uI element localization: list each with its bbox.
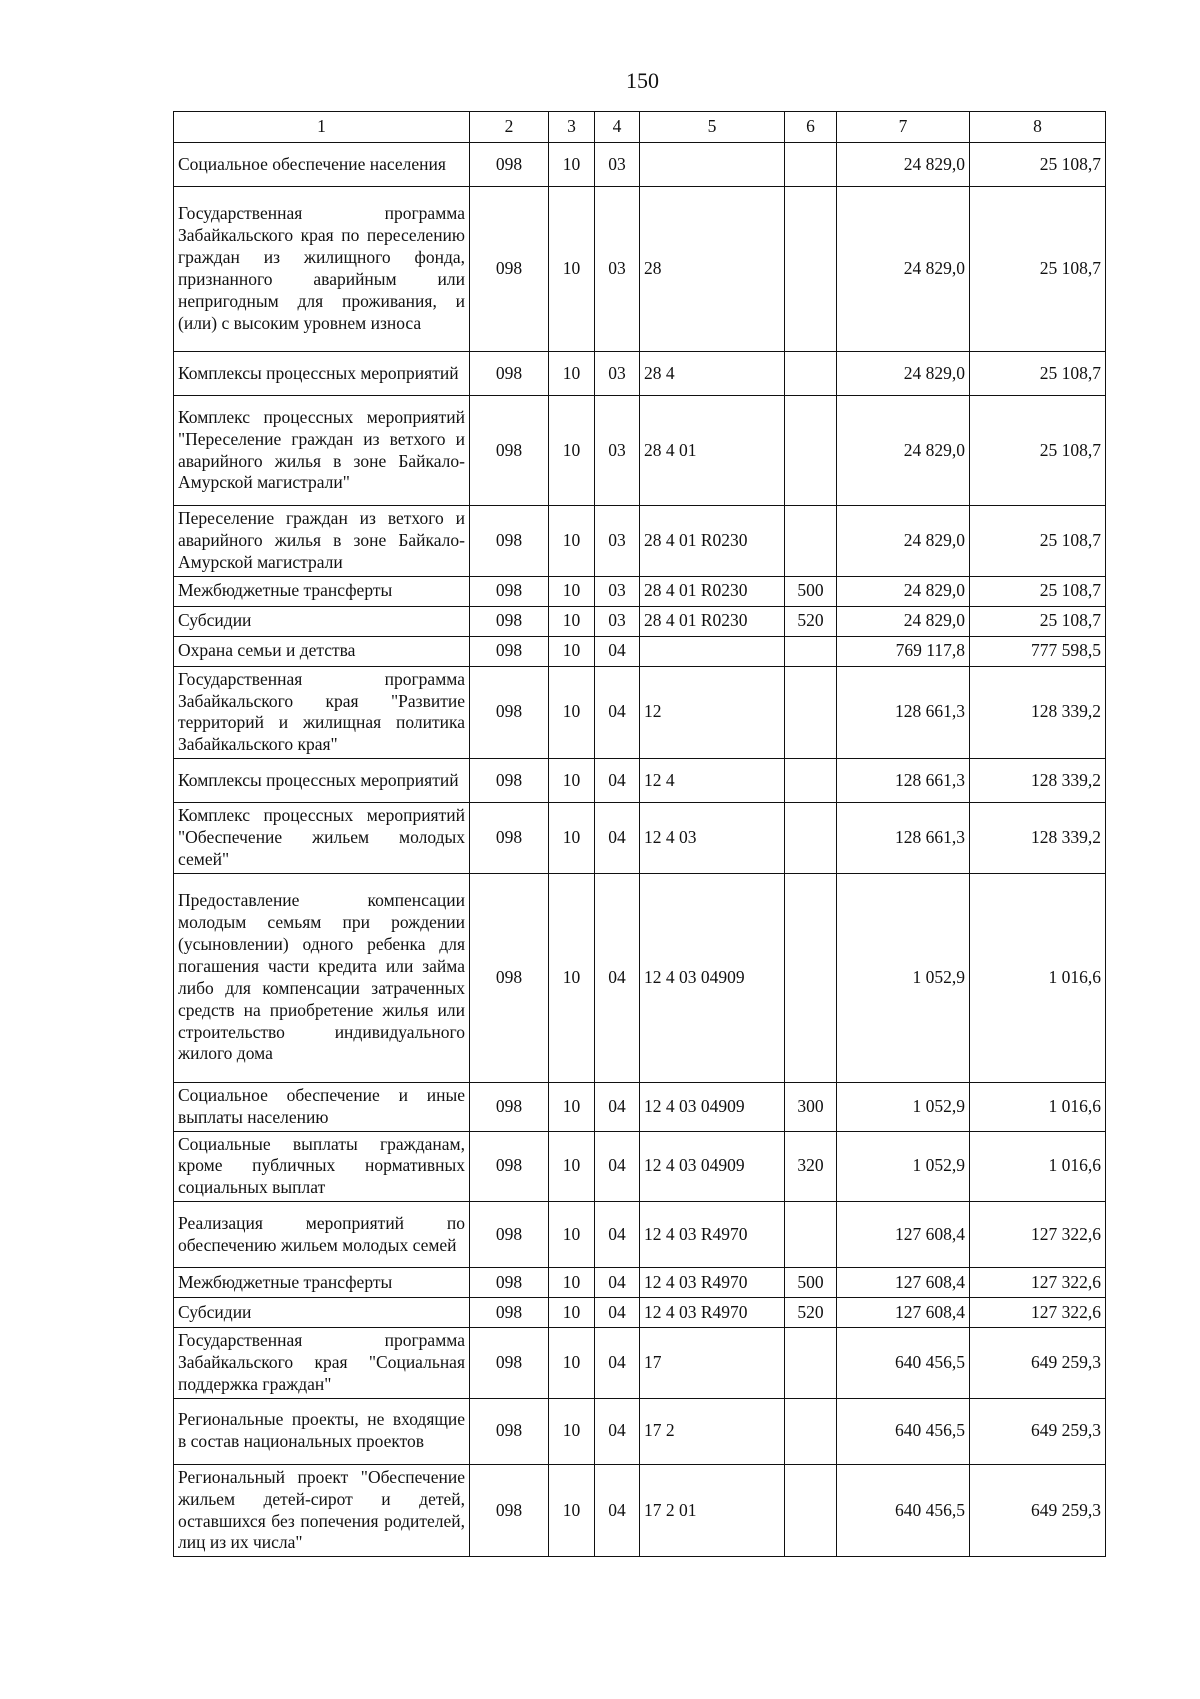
chapter-code: 098 bbox=[470, 576, 549, 606]
amount-year-2: 127 322,6 bbox=[970, 1268, 1106, 1298]
section-code: 10 bbox=[549, 396, 595, 506]
amount-year-2: 25 108,7 bbox=[970, 143, 1106, 187]
amount-year-1: 640 456,5 bbox=[837, 1398, 970, 1464]
subsection-code: 04 bbox=[595, 1298, 640, 1328]
target-article-code: 12 bbox=[640, 666, 785, 759]
target-article-code: 17 bbox=[640, 1328, 785, 1399]
subsection-code: 03 bbox=[595, 576, 640, 606]
row-name: Межбюджетные трансферты bbox=[174, 1268, 470, 1298]
amount-year-1: 1 052,9 bbox=[837, 1131, 970, 1202]
subsection-code: 04 bbox=[595, 803, 640, 874]
expense-type-code bbox=[785, 636, 837, 666]
target-article-code: 28 4 01 R0230 bbox=[640, 606, 785, 636]
table-row bbox=[174, 666, 1106, 759]
target-article-code: 28 bbox=[640, 187, 785, 352]
amount-year-2: 777 598,5 bbox=[970, 636, 1106, 666]
expense-type-code bbox=[785, 759, 837, 803]
section-code: 10 bbox=[549, 1328, 595, 1399]
amount-year-1: 128 661,3 bbox=[837, 759, 970, 803]
target-article-code: 28 4 bbox=[640, 352, 785, 396]
target-article-code: 12 4 03 04909 bbox=[640, 873, 785, 1082]
amount-year-1: 640 456,5 bbox=[837, 1328, 970, 1399]
table-row bbox=[174, 759, 1106, 803]
amount-year-1: 640 456,5 bbox=[837, 1464, 970, 1557]
section-code: 10 bbox=[549, 1268, 595, 1298]
amount-year-2: 128 339,2 bbox=[970, 803, 1106, 874]
table-row bbox=[174, 606, 1106, 636]
chapter-code: 098 bbox=[470, 666, 549, 759]
section-code: 10 bbox=[549, 1398, 595, 1464]
expense-type-code bbox=[785, 873, 837, 1082]
row-name: Комплексы процессных мероприятий bbox=[174, 759, 470, 803]
section-code: 10 bbox=[549, 1464, 595, 1557]
section-code: 10 bbox=[549, 873, 595, 1082]
subsection-code: 04 bbox=[595, 636, 640, 666]
chapter-code: 098 bbox=[470, 396, 549, 506]
subsection-code: 03 bbox=[595, 396, 640, 506]
table-row bbox=[174, 1268, 1106, 1298]
table-row bbox=[174, 636, 1106, 666]
table-row bbox=[174, 1298, 1106, 1328]
amount-year-1: 24 829,0 bbox=[837, 143, 970, 187]
target-article-code: 12 4 bbox=[640, 759, 785, 803]
subsection-code: 04 bbox=[595, 873, 640, 1082]
amount-year-1: 127 608,4 bbox=[837, 1298, 970, 1328]
target-article-code bbox=[640, 636, 785, 666]
table-row bbox=[174, 187, 1106, 352]
target-article-code: 12 4 03 R4970 bbox=[640, 1202, 785, 1268]
subsection-code: 03 bbox=[595, 352, 640, 396]
section-code: 10 bbox=[549, 506, 595, 577]
row-name: Субсидии bbox=[174, 1298, 470, 1328]
table-row bbox=[174, 1328, 1106, 1399]
expense-type-code bbox=[785, 803, 837, 874]
expense-type-code bbox=[785, 1328, 837, 1399]
table-row bbox=[174, 1398, 1106, 1464]
amount-year-1: 127 608,4 bbox=[837, 1268, 970, 1298]
chapter-code: 098 bbox=[470, 873, 549, 1082]
header-row bbox=[174, 112, 1106, 143]
expense-type-code bbox=[785, 1202, 837, 1268]
target-article-code bbox=[640, 143, 785, 187]
amount-year-2: 25 108,7 bbox=[970, 187, 1106, 352]
chapter-code: 098 bbox=[470, 1131, 549, 1202]
header-cell: 3 bbox=[549, 112, 595, 143]
amount-year-1: 24 829,0 bbox=[837, 396, 970, 506]
amount-year-2: 25 108,7 bbox=[970, 506, 1106, 577]
row-name: Реализация мероприятий по обеспечению жильем молодых семей bbox=[174, 1202, 470, 1268]
row-name: Государственная программа Забайкальского края "Социальная поддержка граждан" bbox=[174, 1328, 470, 1399]
amount-year-1: 1 052,9 bbox=[837, 873, 970, 1082]
header-cell: 2 bbox=[470, 112, 549, 143]
amount-year-2: 1 016,6 bbox=[970, 1131, 1106, 1202]
expense-type-code bbox=[785, 396, 837, 506]
amount-year-2: 1 016,6 bbox=[970, 873, 1106, 1082]
chapter-code: 098 bbox=[470, 143, 549, 187]
amount-year-2: 25 108,7 bbox=[970, 576, 1106, 606]
expense-type-code bbox=[785, 1398, 837, 1464]
amount-year-1: 24 829,0 bbox=[837, 606, 970, 636]
expense-type-code: 520 bbox=[785, 1298, 837, 1328]
row-name: Переселение граждан из ветхого и аварийного жилья в зоне Байкало-Амурской магистрали bbox=[174, 506, 470, 577]
subsection-code: 04 bbox=[595, 1202, 640, 1268]
chapter-code: 098 bbox=[470, 636, 549, 666]
expense-type-code: 500 bbox=[785, 576, 837, 606]
subsection-code: 03 bbox=[595, 143, 640, 187]
amount-year-2: 128 339,2 bbox=[970, 759, 1106, 803]
row-name: Субсидии bbox=[174, 606, 470, 636]
section-code: 10 bbox=[549, 666, 595, 759]
row-name: Предоставление компенсации молодым семьям при рождении (усыновлении) одного ребенка для погашения части кредита или займа либо для компенсации затраченных средств на приобретение жилья или строительство индивидуального жилого дома bbox=[174, 873, 470, 1082]
header-cell: 5 bbox=[640, 112, 785, 143]
chapter-code: 098 bbox=[470, 1082, 549, 1131]
section-code: 10 bbox=[549, 1298, 595, 1328]
row-name: Региональный проект "Обеспечение жильем детей-сирот и детей, оставшихся без попечения родителей, лиц из их числа" bbox=[174, 1464, 470, 1557]
chapter-code: 098 bbox=[470, 1464, 549, 1557]
row-name: Комплекс процессных мероприятий "Обеспечение жильем молодых семей" bbox=[174, 803, 470, 874]
header-cell: 7 bbox=[837, 112, 970, 143]
section-code: 10 bbox=[549, 576, 595, 606]
table-row bbox=[174, 1202, 1106, 1268]
amount-year-1: 769 117,8 bbox=[837, 636, 970, 666]
amount-year-2: 128 339,2 bbox=[970, 666, 1106, 759]
table-row bbox=[174, 396, 1106, 506]
target-article-code: 12 4 03 R4970 bbox=[640, 1268, 785, 1298]
row-name: Региональные проекты, не входящие в состав национальных проектов bbox=[174, 1398, 470, 1464]
chapter-code: 098 bbox=[470, 187, 549, 352]
chapter-code: 098 bbox=[470, 1328, 549, 1399]
amount-year-2: 649 259,3 bbox=[970, 1328, 1106, 1399]
section-code: 10 bbox=[549, 352, 595, 396]
chapter-code: 098 bbox=[470, 759, 549, 803]
expense-type-code bbox=[785, 506, 837, 577]
row-name: Социальное обеспечение и иные выплаты населению bbox=[174, 1082, 470, 1131]
subsection-code: 04 bbox=[595, 1268, 640, 1298]
chapter-code: 098 bbox=[470, 1298, 549, 1328]
subsection-code: 04 bbox=[595, 1464, 640, 1557]
row-name: Государственная программа Забайкальского края по переселению граждан из жилищного фонда, признанного аварийным или непригодным для проживания, и (или) с высоким уровнем износа bbox=[174, 187, 470, 352]
target-article-code: 28 4 01 R0230 bbox=[640, 506, 785, 577]
header-cell: 4 bbox=[595, 112, 640, 143]
section-code: 10 bbox=[549, 759, 595, 803]
target-article-code: 12 4 03 04909 bbox=[640, 1082, 785, 1131]
table-row bbox=[174, 576, 1106, 606]
amount-year-2: 25 108,7 bbox=[970, 606, 1106, 636]
section-code: 10 bbox=[549, 803, 595, 874]
amount-year-2: 25 108,7 bbox=[970, 352, 1106, 396]
amount-year-2: 127 322,6 bbox=[970, 1298, 1106, 1328]
expense-type-code bbox=[785, 187, 837, 352]
budget-table bbox=[173, 111, 1106, 1557]
chapter-code: 098 bbox=[470, 506, 549, 577]
target-article-code: 28 4 01 R0230 bbox=[640, 576, 785, 606]
expense-type-code bbox=[785, 143, 837, 187]
expense-type-code: 500 bbox=[785, 1268, 837, 1298]
target-article-code: 12 4 03 bbox=[640, 803, 785, 874]
amount-year-1: 24 829,0 bbox=[837, 187, 970, 352]
target-article-code: 12 4 03 R4970 bbox=[640, 1298, 785, 1328]
subsection-code: 03 bbox=[595, 506, 640, 577]
expense-type-code bbox=[785, 666, 837, 759]
amount-year-1: 24 829,0 bbox=[837, 352, 970, 396]
row-name: Комплекс процессных мероприятий "Переселение граждан из ветхого и аварийного жилья в зоне Байкало-Амурской магистрали" bbox=[174, 396, 470, 506]
section-code: 10 bbox=[549, 1131, 595, 1202]
amount-year-2: 127 322,6 bbox=[970, 1202, 1106, 1268]
subsection-code: 04 bbox=[595, 1398, 640, 1464]
section-code: 10 bbox=[549, 1202, 595, 1268]
expense-type-code bbox=[785, 352, 837, 396]
row-name: Охрана семьи и детства bbox=[174, 636, 470, 666]
section-code: 10 bbox=[549, 1082, 595, 1131]
amount-year-1: 128 661,3 bbox=[837, 803, 970, 874]
amount-year-2: 649 259,3 bbox=[970, 1464, 1106, 1557]
row-name: Социальные выплаты гражданам, кроме публичных нормативных социальных выплат bbox=[174, 1131, 470, 1202]
subsection-code: 04 bbox=[595, 759, 640, 803]
section-code: 10 bbox=[549, 143, 595, 187]
header-cell: 1 bbox=[174, 112, 470, 143]
section-code: 10 bbox=[549, 606, 595, 636]
table-row bbox=[174, 506, 1106, 577]
target-article-code: 17 2 01 bbox=[640, 1464, 785, 1557]
target-article-code: 17 2 bbox=[640, 1398, 785, 1464]
section-code: 10 bbox=[549, 187, 595, 352]
amount-year-2: 25 108,7 bbox=[970, 396, 1106, 506]
target-article-code: 12 4 03 04909 bbox=[640, 1131, 785, 1202]
subsection-code: 03 bbox=[595, 606, 640, 636]
header-cell: 8 bbox=[970, 112, 1106, 143]
amount-year-1: 128 661,3 bbox=[837, 666, 970, 759]
subsection-code: 03 bbox=[595, 187, 640, 352]
row-name: Комплексы процессных мероприятий bbox=[174, 352, 470, 396]
chapter-code: 098 bbox=[470, 1268, 549, 1298]
amount-year-1: 24 829,0 bbox=[837, 576, 970, 606]
table-row bbox=[174, 873, 1106, 1082]
amount-year-2: 1 016,6 bbox=[970, 1082, 1106, 1131]
subsection-code: 04 bbox=[595, 1131, 640, 1202]
amount-year-2: 649 259,3 bbox=[970, 1398, 1106, 1464]
header-cell: 6 bbox=[785, 112, 837, 143]
subsection-code: 04 bbox=[595, 666, 640, 759]
expense-type-code: 520 bbox=[785, 606, 837, 636]
amount-year-1: 127 608,4 bbox=[837, 1202, 970, 1268]
row-name: Государственная программа Забайкальского края "Развитие территорий и жилищная политика Забайкальского края" bbox=[174, 666, 470, 759]
expense-type-code: 300 bbox=[785, 1082, 837, 1131]
subsection-code: 04 bbox=[595, 1328, 640, 1399]
amount-year-1: 24 829,0 bbox=[837, 506, 970, 577]
expense-type-code bbox=[785, 1464, 837, 1557]
table-row bbox=[174, 1464, 1106, 1557]
amount-year-1: 1 052,9 bbox=[837, 1082, 970, 1131]
table-row bbox=[174, 1131, 1106, 1202]
section-code: 10 bbox=[549, 636, 595, 666]
row-name: Межбюджетные трансферты bbox=[174, 576, 470, 606]
subsection-code: 04 bbox=[595, 1082, 640, 1131]
target-article-code: 28 4 01 bbox=[640, 396, 785, 506]
row-name: Социальное обеспечение населения bbox=[174, 143, 470, 187]
chapter-code: 098 bbox=[470, 1398, 549, 1464]
table-row bbox=[174, 143, 1106, 187]
table-row bbox=[174, 352, 1106, 396]
table-row bbox=[174, 1082, 1106, 1131]
chapter-code: 098 bbox=[470, 803, 549, 874]
table-row bbox=[174, 803, 1106, 874]
chapter-code: 098 bbox=[470, 352, 549, 396]
chapter-code: 098 bbox=[470, 1202, 549, 1268]
expense-type-code: 320 bbox=[785, 1131, 837, 1202]
chapter-code: 098 bbox=[470, 606, 549, 636]
page-number: 150 bbox=[626, 68, 659, 93]
